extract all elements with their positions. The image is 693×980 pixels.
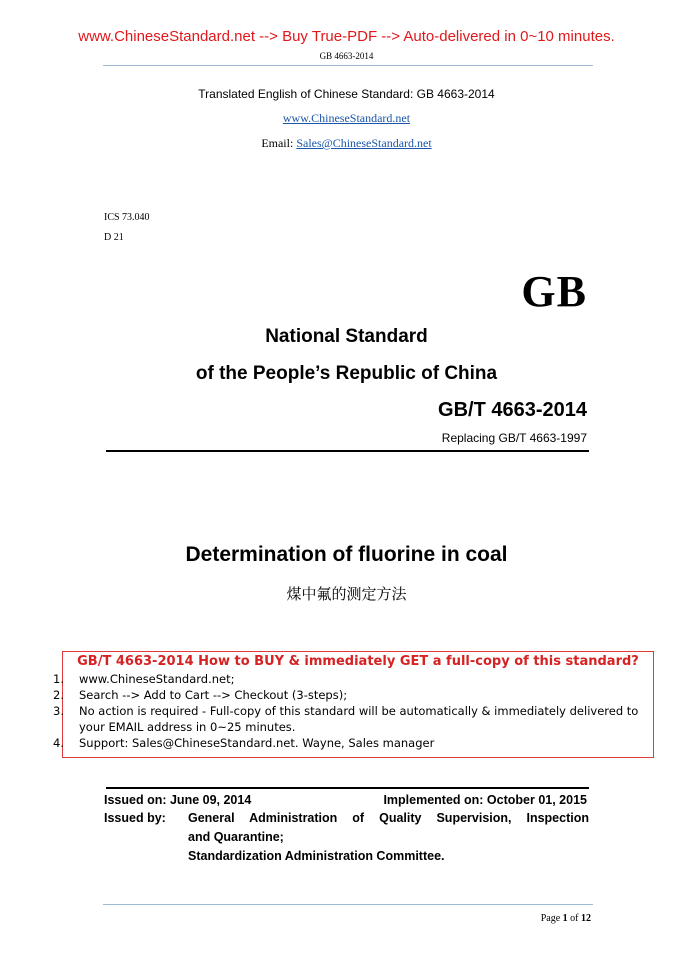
email-link[interactable]: Sales@ChineseStandard.net bbox=[296, 136, 432, 150]
page-total: 12 bbox=[581, 913, 591, 924]
standard-code: GB/T 4663-2014 bbox=[438, 399, 587, 421]
purchase-steps bbox=[53, 671, 653, 751]
step-text: No action is required - Full-copy of this standard will be automatically & immediately delivered to your EMAIL address in 0~25 minutes. bbox=[79, 704, 639, 734]
running-header: GB 4663-2014 bbox=[319, 51, 374, 61]
step-number: 4. bbox=[53, 736, 64, 750]
page-number bbox=[541, 913, 591, 924]
footer-rule bbox=[103, 904, 593, 905]
gb-mark: GB bbox=[521, 267, 587, 316]
issue-rule bbox=[106, 787, 589, 789]
national-standard-line2: of the People’s Republic of China bbox=[195, 363, 498, 384]
purchase-step bbox=[53, 687, 653, 703]
page-of: of bbox=[567, 913, 581, 924]
step-number: 1. bbox=[53, 672, 64, 686]
document-title-cn: 煤中氟的测定方法 bbox=[286, 585, 407, 603]
promo-banner[interactable]: www.ChineseStandard.net --> Buy True-PDF --> Auto-delivered in 0~10 minutes. bbox=[78, 28, 615, 45]
issued-by-committee: Standardization Administration Committee. bbox=[188, 849, 445, 863]
page-current: 1 bbox=[562, 913, 568, 924]
issued-by-authority: General Administration of Quality Supervision, Inspection bbox=[188, 811, 589, 825]
ics-code: ICS 73.040 bbox=[104, 212, 150, 223]
step-text: Search --> Add to Cart --> Checkout (3-steps); bbox=[79, 688, 348, 702]
purchase-heading: GB/T 4663-2014 How to BUY & immediately GET a full-copy of this standard? bbox=[77, 654, 639, 669]
document-title-en: Determination of fluorine in coal bbox=[185, 543, 508, 566]
step-text[interactable]: www.ChineseStandard.net; bbox=[79, 672, 235, 686]
email-label: Email: bbox=[261, 136, 297, 150]
header-rule bbox=[103, 65, 593, 66]
purchase-step bbox=[53, 671, 653, 687]
page-prefix: Page bbox=[540, 913, 563, 924]
issued-by-label: Issued by: bbox=[104, 811, 166, 825]
step-number: 2. bbox=[53, 688, 64, 702]
step-number: 3. bbox=[53, 704, 64, 718]
issued-on: Issued on: June 09, 2014 bbox=[104, 793, 252, 807]
ccs-code: D 21 bbox=[104, 232, 124, 243]
issued-by-authority-cont: and Quarantine; bbox=[188, 830, 284, 844]
title-rule bbox=[106, 450, 589, 452]
purchase-step bbox=[53, 735, 653, 751]
step-text: Support: Sales@ChineseStandard.net. Wayne, Sales manager bbox=[79, 736, 435, 750]
national-standard-line1: National Standard bbox=[265, 326, 428, 347]
email-line bbox=[0, 136, 693, 151]
implemented-on: Implemented on: October 01, 2015 bbox=[383, 793, 587, 807]
website-link[interactable]: www.ChineseStandard.net bbox=[282, 111, 411, 125]
replacing-note: Replacing GB/T 4663-1997 bbox=[441, 431, 587, 445]
purchase-step bbox=[53, 703, 653, 735]
translated-line: Translated English of Chinese Standard: GB 4663-2014 bbox=[198, 87, 495, 101]
purchase-info-box bbox=[53, 651, 654, 758]
